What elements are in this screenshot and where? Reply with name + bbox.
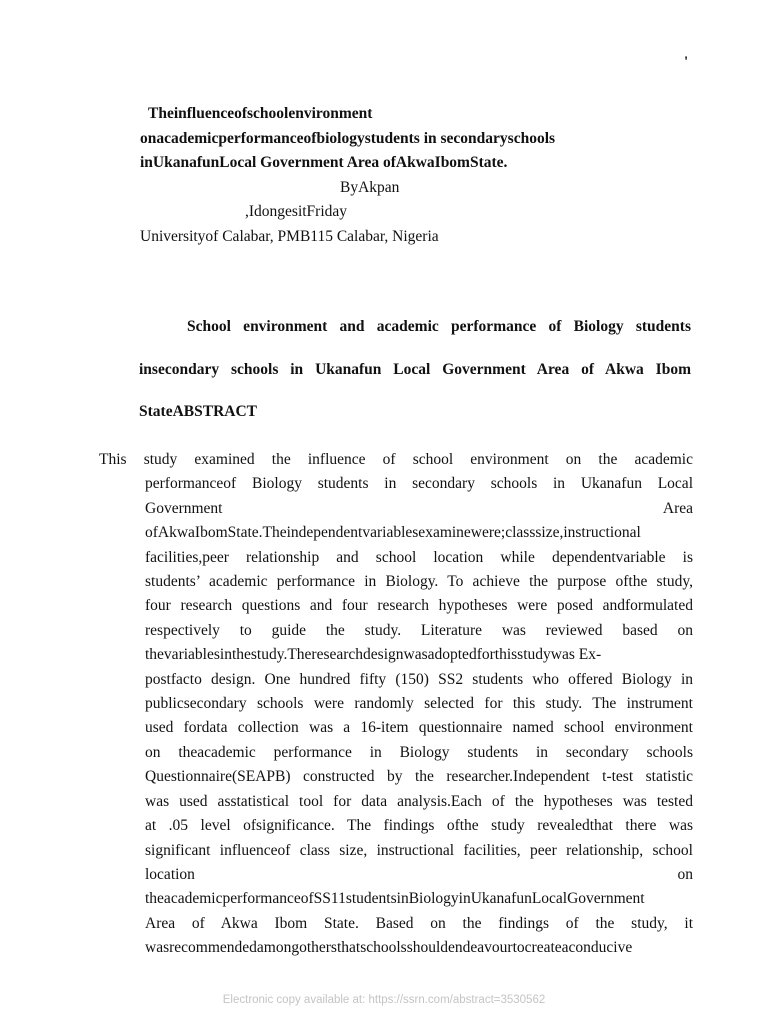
title-line-3: inUkanafunLocal Government Area ofAkwaIbomState. bbox=[140, 154, 508, 171]
title-line-2: onacademicperformanceofbiologystudents in secondaryschools bbox=[140, 129, 556, 147]
author-name: ,IdongesitFriday bbox=[245, 203, 348, 220]
title-block bbox=[140, 102, 700, 249]
heading-line-3: StateABSTRACT bbox=[139, 403, 257, 420]
heading-line-2: insecondary schools in Ukanafun Local Government Area of Akwa Ibom bbox=[139, 360, 691, 378]
abstract-line: wasrecommendedamongothersthatschoolsshouldendeavourtocreateaconducive bbox=[145, 939, 633, 957]
abstract-line: theacademicperformanceofSS11studentsinBiologyinUkanafunLocalGovernment bbox=[145, 890, 645, 908]
abstract-line: at .05 level ofsignificance. The findings ofthe study revealedthat there was bbox=[145, 817, 693, 835]
corner-mark: ' bbox=[684, 54, 689, 70]
abstract-line: ofAkwaIbomState.Theindependentvariablesexaminewere;classsize,instructional bbox=[145, 524, 641, 542]
abstract-line: students’ academic performance in Biology. To achieve the purpose ofthe study, bbox=[145, 573, 693, 591]
abstract-line: location on bbox=[145, 865, 693, 883]
affiliation: Universityof Calabar, PMB115 Calabar, Nigeria bbox=[140, 227, 439, 245]
abstract-line: Government Area bbox=[145, 499, 693, 517]
abstract-line: used fordata collection was a 16-item questionnaire named school environment bbox=[145, 719, 693, 737]
abstract-line: publicsecondary schools were randomly selected for this study. The instrument bbox=[145, 695, 693, 713]
abstract-line: four research questions and four research hypotheses were posed andformulated bbox=[145, 597, 693, 615]
heading-line-1: School environment and academic performance of Biology students bbox=[187, 318, 691, 335]
abstract-line: postfacto design. One hundred fifty (150) SS2 students who offered Biology in bbox=[145, 670, 693, 688]
author-by: ByAkpan bbox=[340, 178, 400, 196]
abstract-line: significant influenceof class size, instructional facilities, peer relationship, school bbox=[145, 841, 693, 859]
abstract-body bbox=[99, 448, 693, 961]
section-heading bbox=[139, 306, 691, 434]
abstract-line: on theacademic performance in Biology students in secondary schools bbox=[145, 743, 693, 761]
title-line-1: Theinfluenceofschoolenvironment bbox=[148, 105, 373, 122]
abstract-line: was used asstatistical tool for data analysis.Each of the hypotheses was tested bbox=[145, 792, 693, 810]
abstract-line: performanceof Biology students in secondary schools in Ukanafun Local bbox=[145, 475, 693, 493]
abstract-line: Area of Akwa Ibom State. Based on the findings of the study, it bbox=[145, 914, 693, 932]
footer-note: Electronic copy available at: https://ssrn.com/abstract=3530562 bbox=[222, 994, 546, 1006]
abstract-line: Questionnaire(SEAPB) constructed by the researcher.Independent t-test statistic bbox=[145, 768, 693, 786]
abstract-line: respectively to guide the study. Literature was reviewed based on bbox=[145, 621, 693, 639]
abstract-line: facilities,peer relationship and school location while dependentvariable is bbox=[145, 548, 693, 566]
abstract-line: This study examined the influence of school environment on the academic bbox=[99, 451, 693, 468]
abstract-line: thevariablesinthestudy.Theresearchdesignwasadoptedforthisstudywas Ex- bbox=[145, 646, 602, 664]
